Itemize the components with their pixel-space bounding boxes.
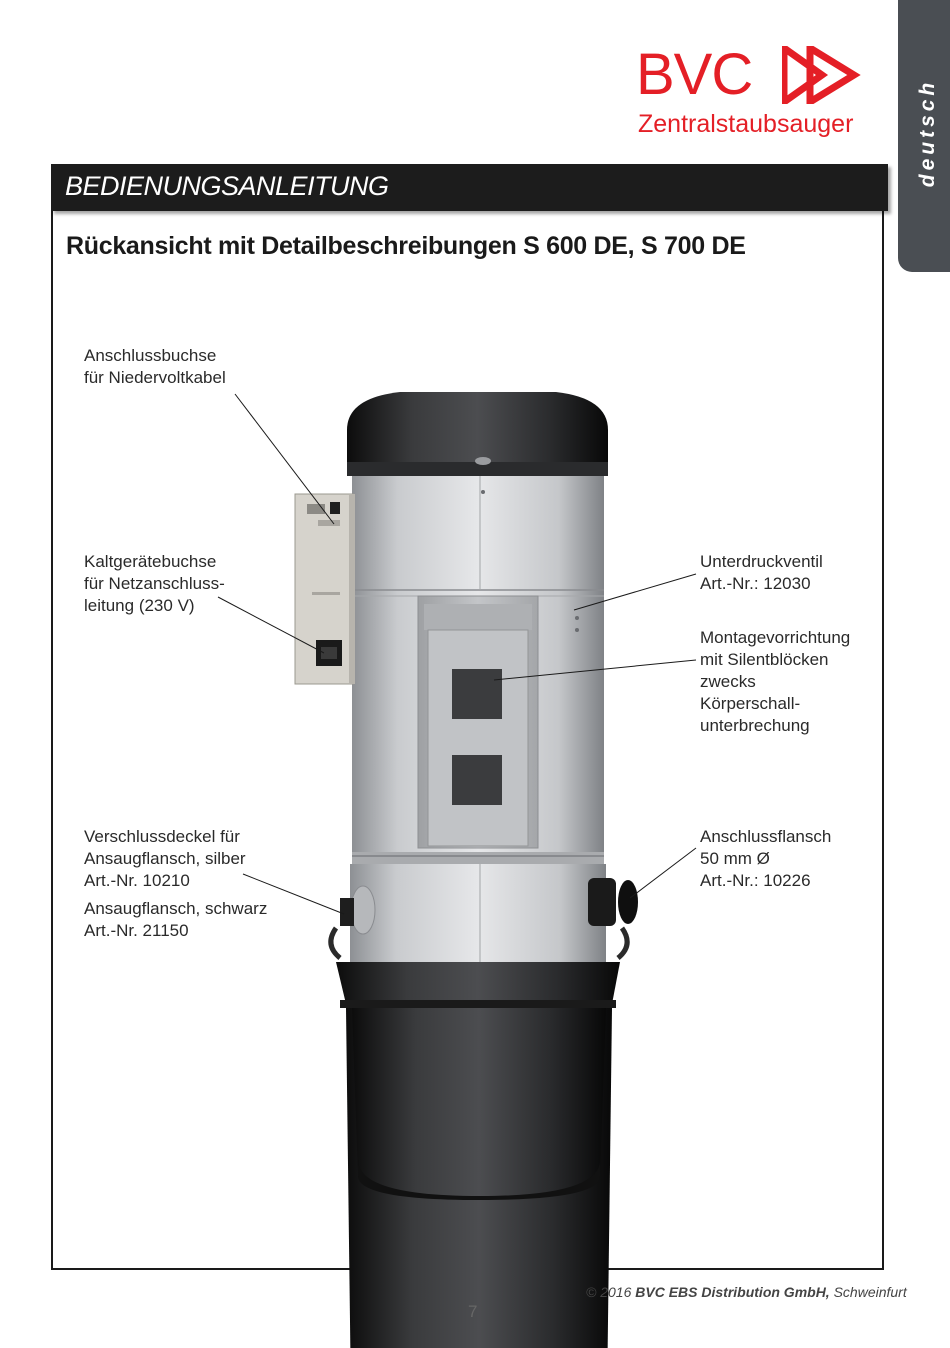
page-title: Rückansicht mit Detailbeschreibungen S 600 DE, S 700 DE [66,232,746,260]
label-flange-cover: Verschlussdeckel für Ansaugflansch, silber Art.-Nr. 10210 [84,827,246,890]
label-intake-flange: Ansaugflansch, schwarz Art.-Nr. 21150 [84,899,268,940]
header-title: BEDIENUNGSANLEITUNG [65,171,389,201]
label-outlet-flange: Anschlussflansch 50 mm Ø Art.-Nr.: 10226 [700,827,832,890]
brand-tagline: Zentralstaubsauger [638,110,854,138]
language-tab-label: deutsch [916,78,939,188]
label-low-voltage-socket: Anschlussbuchse für Niedervoltkabel [84,346,226,387]
brand-name: BVC [636,42,753,107]
footer-copyright: © 2016 BVC EBS Distribution GmbH, Schweinfurt [586,1284,907,1300]
label-vacuum-valve: Unterdruckventil Art.-Nr.: 12030 [700,552,823,593]
label-power-socket: Kaltgerätebuchse für Netzanschluss- leitung (230 V) [84,552,225,615]
label-mounting-device: Montagevorrichtung mit Silentblöcken zwecks Körperschall- unterbrechung [700,628,851,735]
page-number: 7 [468,1302,478,1321]
